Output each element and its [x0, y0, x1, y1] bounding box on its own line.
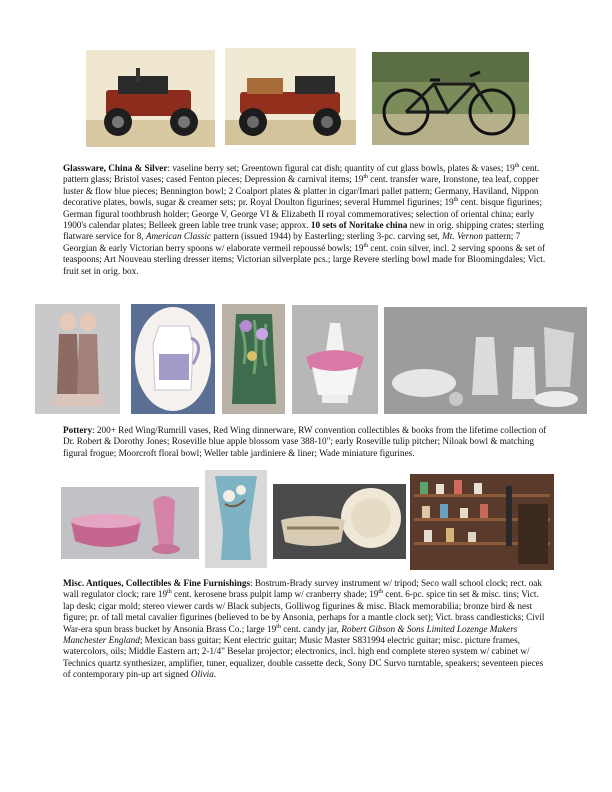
glassware-text: cent. bisque figurines; German figural toothbrush holder; George V, George VI & Elizabeth II royal commemoratives; selection of oriental china; early 1900's calendar plates; Belleek green lable tree trunk vase; approx. [63, 197, 543, 231]
photo-antique-car-front [86, 50, 215, 147]
ordinal-suffix: th [453, 197, 459, 204]
glassware-text: cent. transfer ware, Ironstone, tea leaf, copper luster & flow blue pieces; Bennington bowl; 2 Coalport plates & platter in cigar/Imari pallet pattern; Germany, Haviland, Nippon decorative plates, bowls, sugar & creamer sets; pr. Royal Doulton figurines; several Hummel figurines; 19 [63, 174, 539, 208]
pattern-name: American Classic [145, 231, 211, 242]
glassware-text: pattern; 7 Georgian & early Victorian berry spoons w/ elaborate vermeil repoussé bowls; 19 [63, 231, 521, 253]
car-icon [225, 48, 356, 145]
shelf-icon [410, 474, 554, 570]
photo-bicycle [372, 52, 529, 145]
glassware-icon [384, 307, 587, 414]
bicycle-icon [372, 52, 529, 145]
photo-cut-glass-collection [384, 307, 587, 414]
misc-antiques-paragraph [63, 578, 551, 681]
glassware-text: pattern (issued 1944) by Easterling; sterling 3-pc. carving set, [210, 231, 443, 242]
ordinal-suffix: th [363, 174, 368, 181]
glassware-text: new in orig. shipping crates; sterling flatware service for 8, [63, 220, 544, 242]
pottery-text: : 200+ Red Wing/Rumrill vases, Red Wing dinnerware, RW convention collectibles & books from the lifetime collection of Dr. Robert & Dorothy Jones; Roseville blue apple blossom vase 388-10"; early Roseville tulip pitcher; Niloak bowl & matching figural frogue; Moorcroft floral bowl; Weller table jardiniere & liner; Wade miniature figurines. [63, 425, 547, 458]
misc-text: : Bostrum-Brady survey instrument w/ tripod; Seco wall school clock; rect. oak wall regulator clock; rare 19 [63, 578, 542, 600]
ordinal-suffix: th [514, 162, 520, 169]
pottery-paragraph [63, 425, 551, 459]
misc-heading: Misc. Antiques, Collectibles & Fine Furnishings [63, 578, 251, 588]
noritake-highlight: 10 sets of Noritake china [310, 220, 408, 231]
car-icon [86, 50, 215, 147]
photo-antique-car-side [225, 48, 356, 145]
glassware-text: cent. coin silver, incl. 2 serving spoons & set of teaspoons; Art Nouveau sterling dresser items; Victorian silverplate pcs.; large Revere sterling bowl made for Bloomingdales; Vict. fruit set in orig. box. [63, 242, 546, 276]
photo-flow-blue-pitcher [131, 304, 215, 414]
misc-text: cent. kerosene brass pulpit lamp w/ cranberry shade; 19 [171, 589, 379, 600]
vase-icon [222, 304, 285, 414]
ordinal-suffix: th [167, 589, 172, 596]
glassware-heading: Glassware, China & Silver [63, 163, 168, 173]
glassware-china-silver-paragraph [63, 163, 551, 277]
misc-text: cent. candy jar, [280, 623, 342, 634]
photo-blue-apple-blossom-vase [205, 470, 267, 568]
figurine-icon [35, 304, 120, 414]
photo-jardiniere-and-liner [273, 484, 406, 559]
misc-text: ; Mexican bass guitar; Kent electric guitar; Music Master S831994 electric guitar; misc. picture frames, watercolors, oils; Middle Eastern art; 2-1/4" Beselar projector; electronics, incl. high end complete stereo system w/ cabinet w/ Technics quartz synthesizer, amplifier, tuner, equalizer, double cassette deck, Sony DC Survo turntable, speakers; seventeen pieces of contemporary pin-up art signed [63, 635, 544, 680]
bowl-icon [273, 484, 406, 559]
misc-text: . [213, 669, 217, 680]
ordinal-suffix: th [276, 623, 281, 630]
photo-iris-vase [222, 304, 285, 414]
photo-cranberry-bowl-with-lid [292, 305, 378, 414]
artist-signature: Olivia [190, 669, 214, 680]
glassware-text: : vaseline berry set; Greentown figural cat dish; quantity of cut glass bowls, plates & vases; 19 [167, 163, 515, 173]
photo-red-wing-shelves [410, 474, 554, 570]
ordinal-suffix: th [378, 589, 384, 596]
pattern-name: Mt. Vernon [442, 231, 483, 242]
bowl-icon [61, 487, 199, 559]
ordinal-suffix: th [363, 242, 369, 249]
bowl-icon [292, 305, 378, 414]
candy-jar-maker: Robert Gibson & Sons Limited Lozenge Makers Manchester England [63, 623, 518, 646]
misc-text: cent. 6-pc. spice tin set & misc. tins; Vict. lap desk; cigar mold; stereo viewer cards w/ Black subjects, Golliwog figurines & misc. Black memorabilia; bronze bird & nest figure; pr. of tall metal cavalier figurines (believed to be by Ansonia, perhaps for a mantle clock set); Vict. brass candlesticks; Civil War-era spun brass bucket by Ansonia Brass Co.; large 19 [63, 589, 545, 634]
photo-bisque-figurines [35, 304, 120, 414]
pitcher-icon [131, 304, 215, 414]
photo-pink-bowl-and-figural-frog [61, 487, 199, 559]
glassware-text: cent. pattern glass; Bristol vases; cased Fenton pieces; Depression & carnival items; 19 [63, 163, 540, 185]
pottery-heading: Pottery [63, 425, 93, 435]
vase-icon [205, 470, 267, 568]
